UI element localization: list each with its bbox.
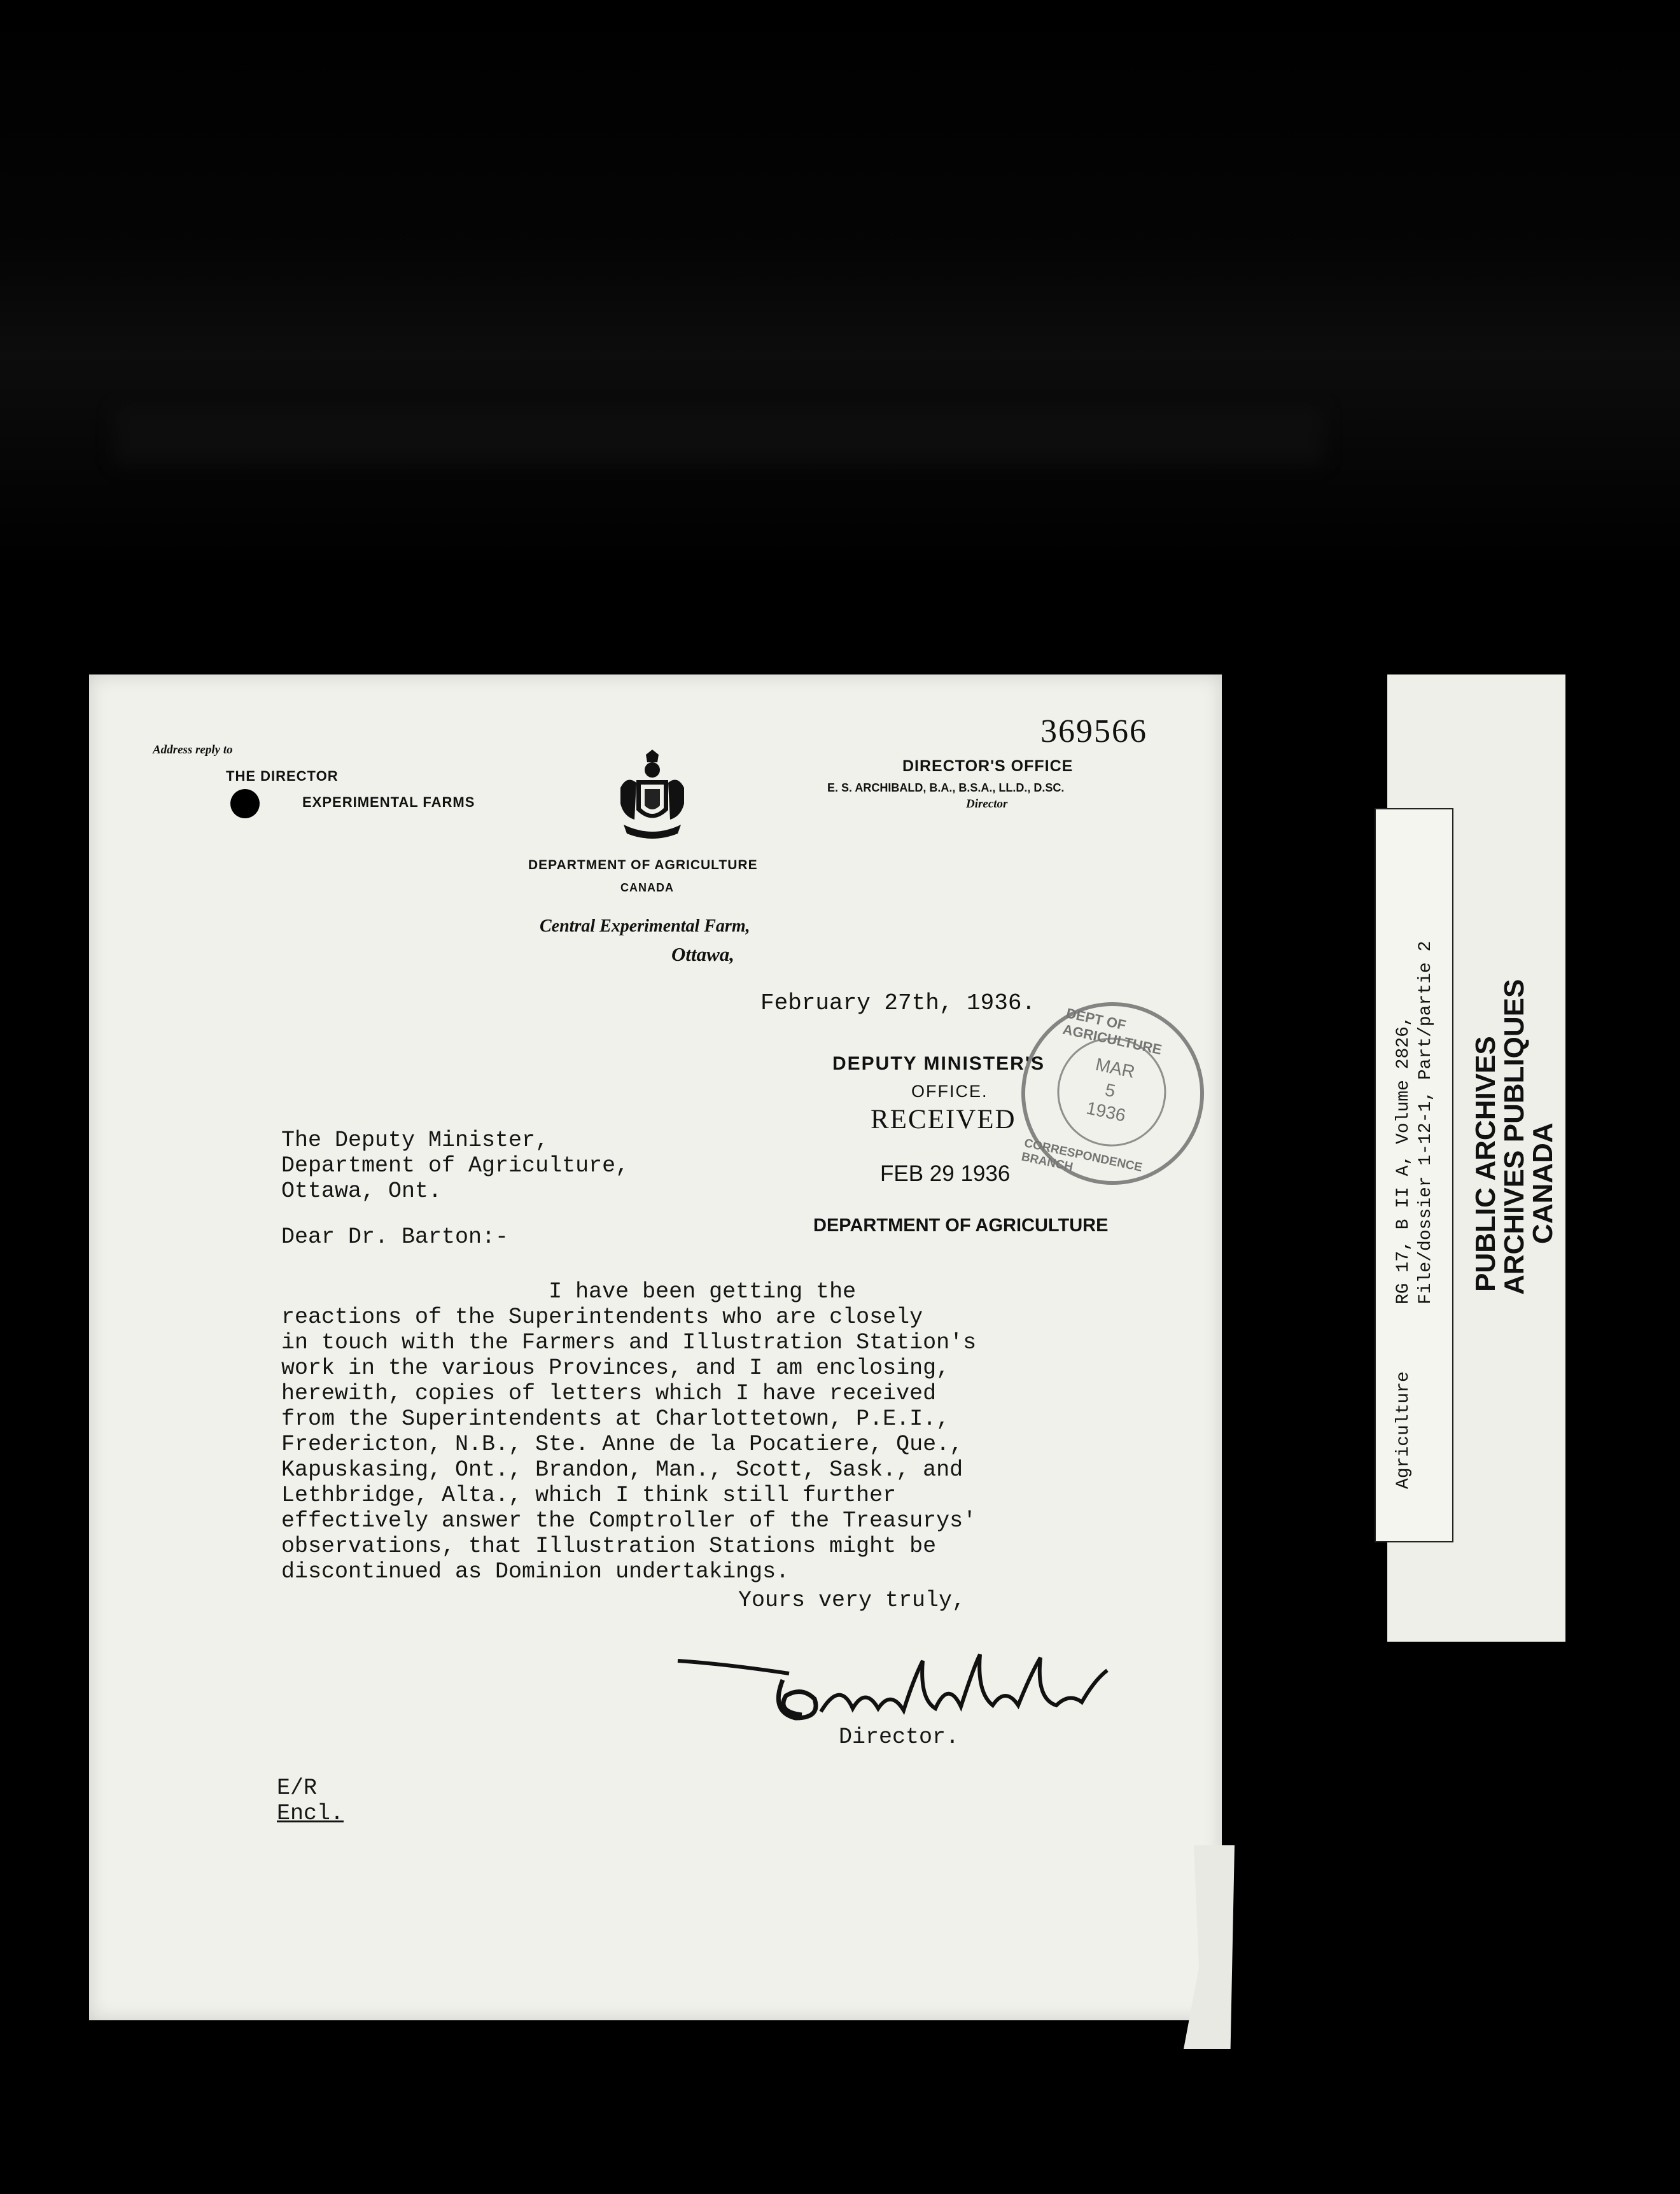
recipient-line1: The Deputy Minister, <box>281 1128 549 1153</box>
signer-title: Director. <box>839 1724 960 1750</box>
body-line: discontinued as Dominion undertakings. <box>281 1559 790 1584</box>
reply-to-line1: THE DIRECTOR <box>226 768 339 784</box>
round-stamp-day: 5 <box>1103 1079 1117 1101</box>
round-stamp-month: MAR <box>1093 1054 1137 1082</box>
letter-date: February 27th, 1936. <box>760 990 1036 1016</box>
punch-hole-icon <box>230 789 260 818</box>
dark-background <box>0 0 1680 573</box>
body-line: effectively answer the Comptroller of the Treasurys' <box>281 1508 977 1534</box>
department-name: DEPARTMENT OF AGRICULTURE <box>528 858 758 872</box>
body-line: Fredericton, N.B., Ste. Anne de la Pocatiere, Que., <box>281 1432 963 1457</box>
archive-name-fr: ARCHIVES PUBLIQUES <box>1499 979 1530 1295</box>
archive-reference-line2: File/dossier 1-12-1, Part/partie 2 <box>1416 940 1436 1304</box>
archive-reference-line1: RG 17, B II A, Volume 2826, <box>1394 1016 1413 1304</box>
coat-of-arms-icon <box>614 750 690 845</box>
reply-to-line2: EXPERIMENTAL FARMS <box>302 794 475 810</box>
archive-name-en: PUBLIC ARCHIVES <box>1470 1036 1501 1292</box>
received-stamp-line1: DEPUTY MINISTER'S <box>832 1053 1045 1074</box>
body-line: Kapuskasing, Ont., Brandon, Man., Scott, Sask., and <box>281 1457 963 1483</box>
archive-label-strip <box>1375 808 1453 1542</box>
recipient-line2: Department of Agriculture, <box>281 1153 629 1178</box>
farm-name: Central Experimental Farm, <box>540 916 750 936</box>
round-stamp-bottom: CORRESPONDENCE BRANCH <box>1020 1136 1144 1175</box>
body-line: observations, that Illustration Stations might be <box>281 1534 937 1559</box>
address-reply-label: Address reply to <box>153 743 233 757</box>
body-line: herewith, copies of letters which I have received <box>281 1381 937 1406</box>
body-line: I have been getting the <box>281 1279 857 1304</box>
archive-stamp-number: 369566 <box>1040 713 1147 750</box>
archive-subject: Agriculture <box>1394 1371 1413 1489</box>
received-stamp-date: FEB 29 1936 <box>880 1161 1011 1186</box>
body-line: work in the various Provinces, and I am enclosing, <box>281 1355 950 1381</box>
received-stamp-line2: OFFICE. <box>911 1082 988 1101</box>
director-role: Director <box>966 797 1008 811</box>
archive-country: CANADA <box>1527 1122 1558 1244</box>
city-name: Ottawa, <box>671 943 735 965</box>
recipient-line3: Ottawa, Ont. <box>281 1178 442 1204</box>
director-name: E. S. ARCHIBALD, B.A., B.S.A., LL.D., D.SC. <box>827 781 1065 794</box>
received-stamp-dept: DEPARTMENT OF AGRICULTURE <box>813 1215 1109 1236</box>
body-line: from the Superintendents at Charlottetown, P.E.I., <box>281 1406 950 1432</box>
background-band <box>115 407 1324 465</box>
initials: E/R <box>277 1775 318 1801</box>
received-stamp-line3: RECEIVED <box>871 1105 1016 1135</box>
enclosure-note: Encl. <box>277 1801 344 1826</box>
body-line: reactions of the Superintendents who are closely <box>281 1304 923 1330</box>
round-stamp-top: DEPT OF AGRICULTURE <box>1061 1005 1163 1058</box>
body-line: Lethbridge, Alta., which I think still further <box>281 1483 897 1508</box>
country-name: CANADA <box>620 881 674 894</box>
salutation: Dear Dr. Barton:- <box>281 1224 509 1250</box>
office-title: DIRECTOR'S OFFICE <box>902 757 1074 775</box>
closing: Yours very truly, <box>738 1588 966 1613</box>
body-line: in touch with the Farmers and Illustration Station's <box>281 1330 977 1355</box>
round-stamp-year: 1936 <box>1084 1098 1128 1126</box>
